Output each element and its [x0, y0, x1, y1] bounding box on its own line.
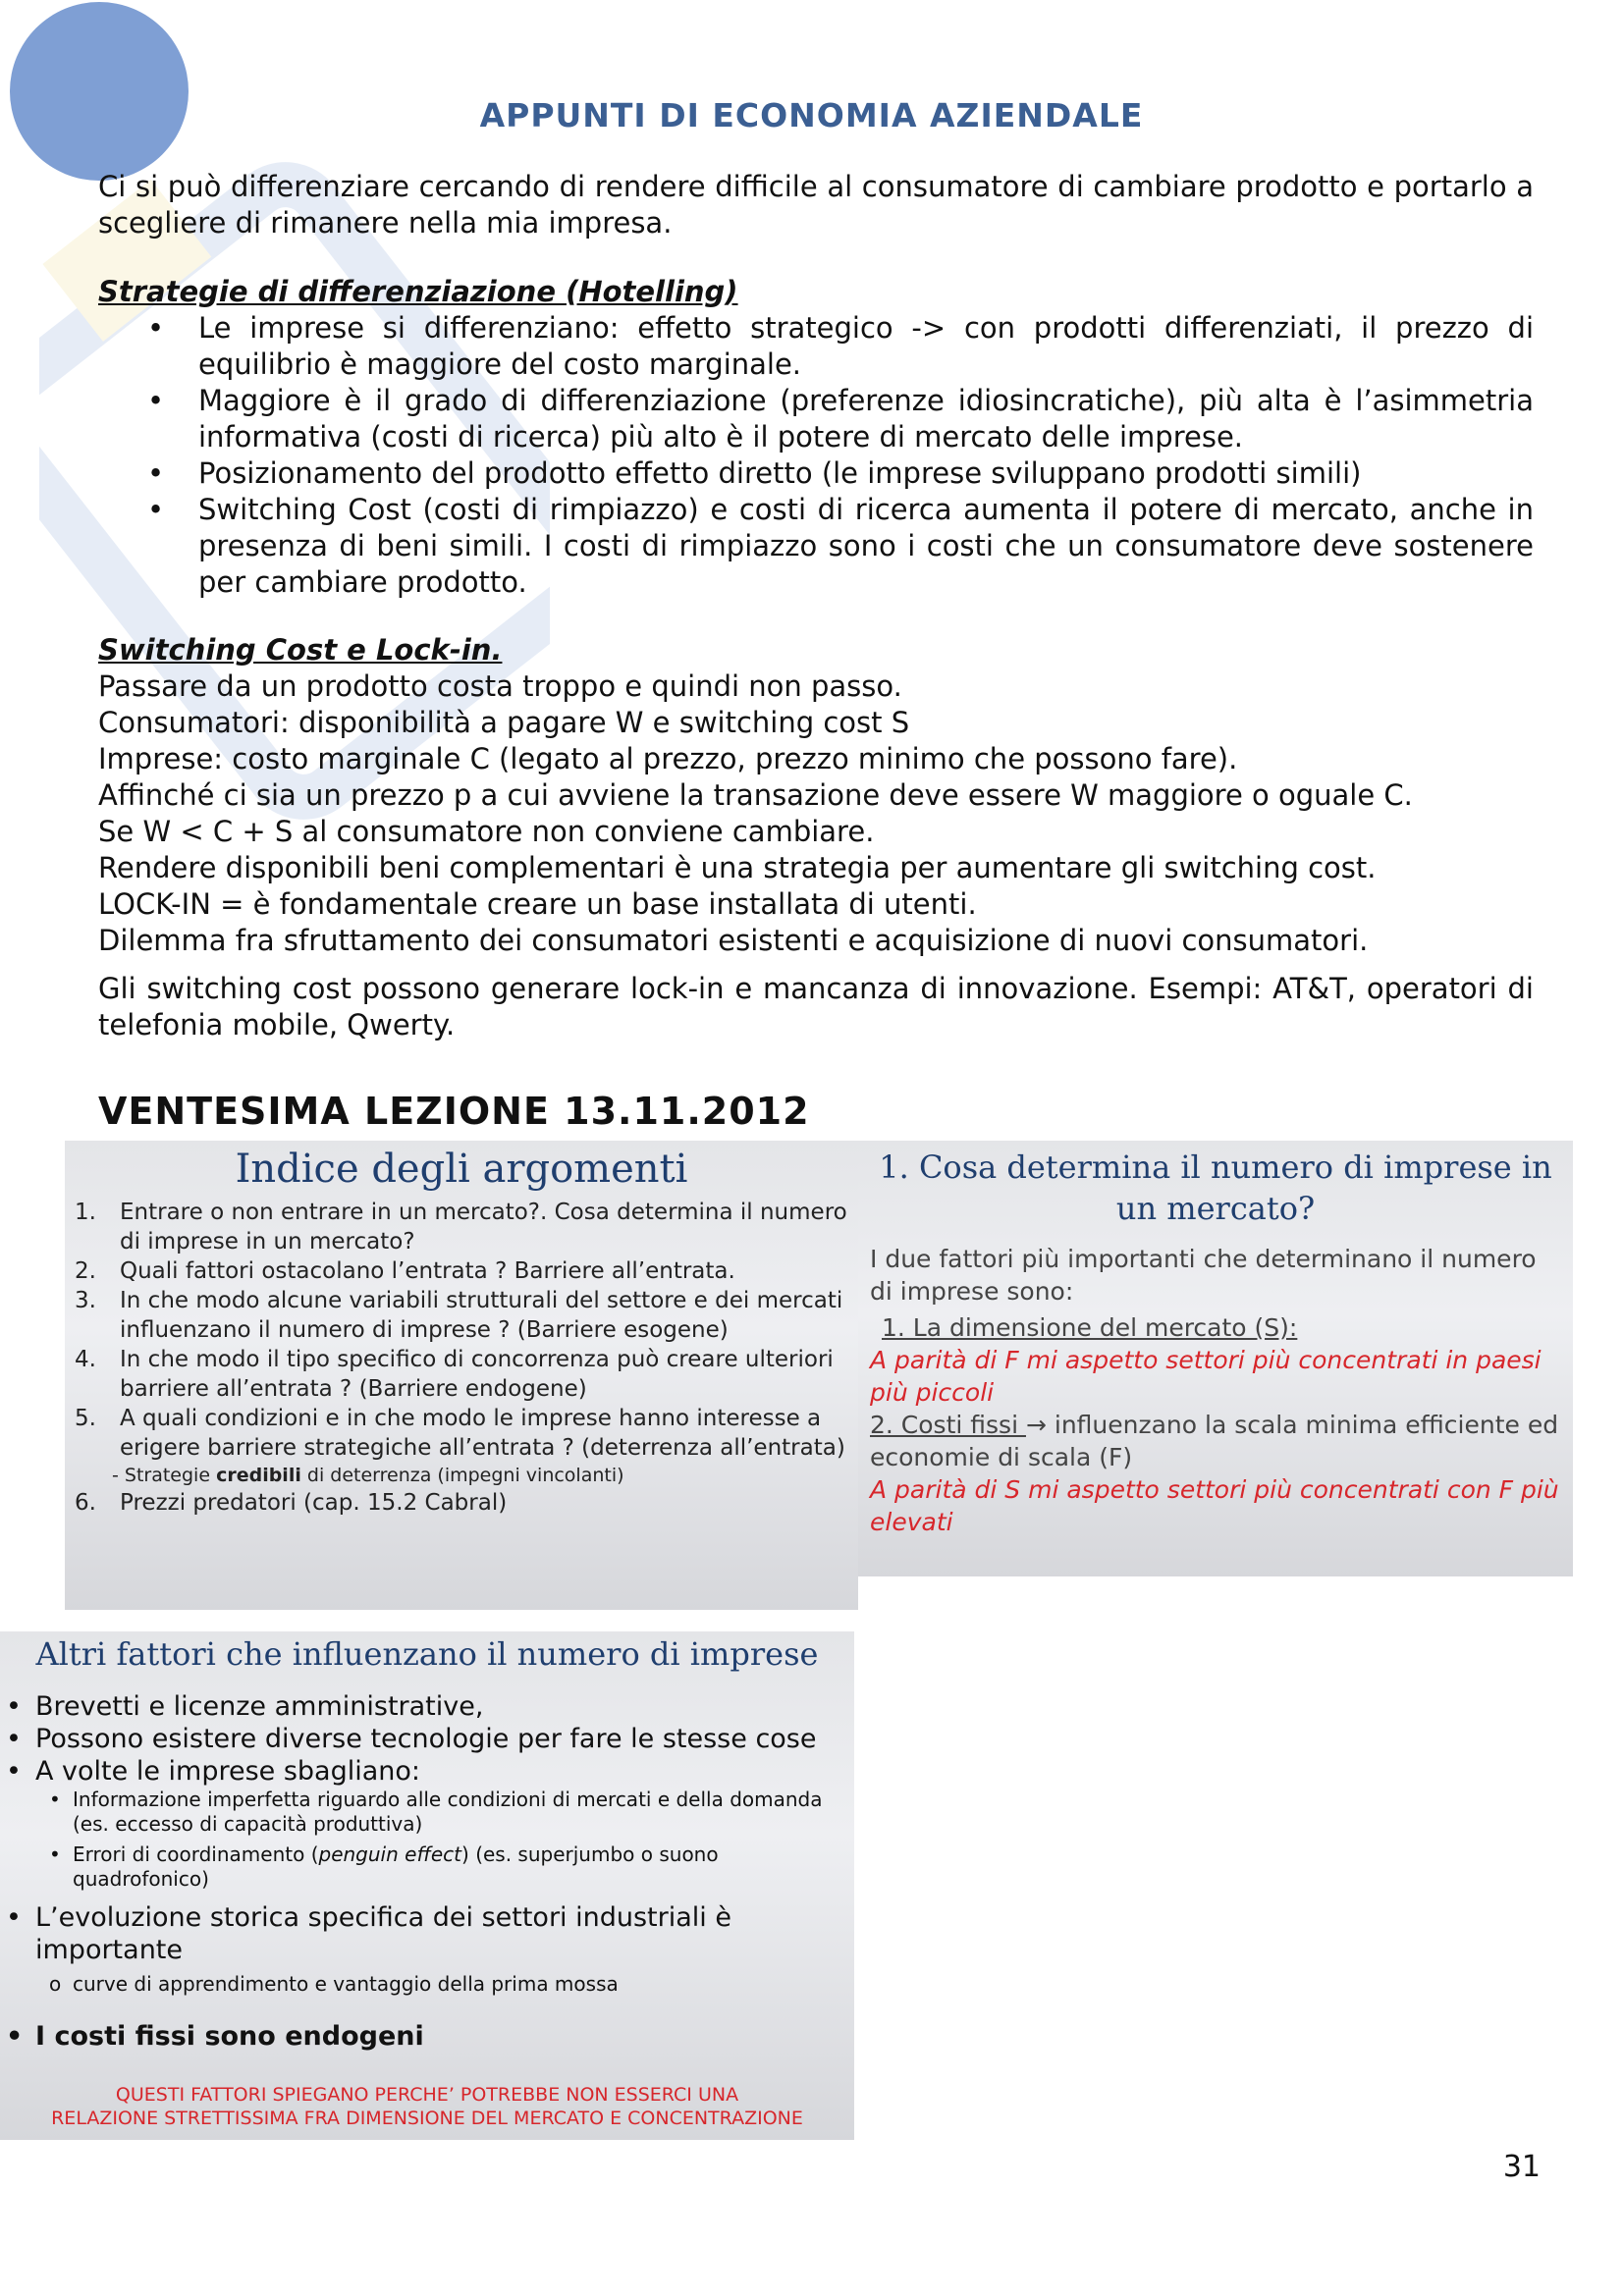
slide-number-of-firms-title: 1. Cosa determina il numero di imprese in un mercato?: [879, 1148, 1552, 1227]
slide-intro: I due fattori più importanti che determinano il numero di imprese sono:: [870, 1245, 1537, 1306]
arrow-right-icon: →: [1025, 1411, 1047, 1439]
bullet-dot-icon: •: [147, 311, 165, 345]
switching-line: Consumatori: disponibilità a pagare W e switching cost S: [98, 706, 910, 739]
slide-footer-note: QUESTI FATTORI SPIEGANO PERCHE’ POTREBBE NON ESSERCI UNA RELAZIONE STRETTISSIMA FRA DIMENSIONE DEL MERCATO E CONCENTRAZIONE: [51, 2084, 803, 2129]
list-item: 4. In che modo il tipo specifico di concorrenza può creare ulteriori barriere all’entrata ? (Barriere endogene): [75, 1347, 834, 1402]
slide-other-factors: [0, 1631, 854, 2140]
slide-other-factors-title: Altri fattori che influenzano il numero di imprese: [35, 1635, 819, 1673]
bullet-item: • Posizionamento del prodotto effetto diretto (le imprese sviluppano prodotti simili): [147, 456, 1362, 490]
list-item: 3. In che modo alcune variabili strutturali del settore e dei mercati influenzano il numero di imprese ? (Barriere esogene): [75, 1288, 843, 1343]
list-item: 5. A quali condizioni e in che modo le imprese hanno interesse a erigere barriere strategiche all’entrata ? (deterrenza all’entrata): [75, 1406, 845, 1461]
bullet-dot-icon: •: [147, 456, 165, 490]
switching-line: Imprese: costo marginale C (legato al prezzo, prezzo minimo che possono fare).: [98, 742, 1238, 775]
list-subitem: - Strategie credibili di deterrenza (impegni vincolanti): [112, 1465, 624, 1486]
list-item: 6. Prezzi predatori (cap. 15.2 Cabral): [75, 1490, 508, 1516]
switching-line: LOCK-IN = è fondamentale creare un base installata di utenti.: [98, 887, 977, 921]
bullet-dot-icon: •: [147, 493, 165, 526]
list-subitem: • Informazione imperfetta riguardo alle condizioni di mercati e della domanda (es. eccesso di capacità produttiva): [49, 1788, 823, 1836]
list-item: 2. Quali fattori ostacolano l’entrata ? Barriere all’entrata.: [75, 1258, 735, 1284]
slide-index-title: Indice degli argomenti: [235, 1147, 688, 1192]
lesson-title: VENTESIMA LEZIONE 13.11.2012: [98, 1090, 810, 1133]
bullet-dot-icon: •: [147, 384, 165, 417]
list-item: • A volte le imprese sbagliano:: [6, 1756, 421, 1787]
slide-number-of-firms-body: [858, 1229, 1573, 1538]
slide-number-of-firms: [858, 1141, 1573, 1576]
bullet-item: • Switching Cost (costi di rimpiazzo) e costi di ricerca aumenta il potere di mercato, anche in presenza di beni simili. I costi di rimpiazzo sono i costi che un consumatore deve sostenere per cambiare prodotto.: [147, 493, 1534, 599]
switching-line: Se W < C + S al consumatore non conviene cambiare.: [98, 815, 875, 848]
bullet-item: • Maggiore è il grado di differenziazione (preferenze idiosincratiche), più alta è l’asimmetria informativa (costi di ricerca) più alto è il potere di mercato delle imprese.: [147, 384, 1534, 454]
list-subitem: o curve di apprendimento e vantaggio della prima mossa: [49, 1972, 619, 1996]
main-content: [98, 169, 1534, 1043]
section-heading-hotelling: Strategie di differenziazione (Hotelling): [98, 275, 738, 308]
switching-line: Rendere disponibili beni complementari è una strategia per aumentare gli switching cost.: [98, 851, 1377, 884]
switching-line: Passare da un prodotto costa troppo e quindi non passo.: [98, 669, 902, 703]
list-item: • Brevetti e licenze amministrative,: [6, 1691, 484, 1722]
page-header-title: APPUNTI DI ECONOMIA AZIENDALE: [479, 96, 1144, 134]
list-item: • Possono esistere diverse tecnologie per fare le stesse cose: [6, 1724, 817, 1754]
slide-other-factors-list: [0, 1690, 854, 2053]
list-item: • I costi fissi sono endogeni: [6, 2021, 424, 2052]
red-note-2: A parità di S mi aspetto settori più concentrati con F più elevati: [870, 1475, 1559, 1536]
switching-line: Affinché ci sia un prezzo p a cui avviene la transazione deve essere W maggiore o oguale C.: [98, 778, 1413, 812]
slide-index: [65, 1141, 858, 1610]
list-item: 1. Entrare o non entrare in un mercato?. Cosa determina il numero di imprese in un mercato?: [75, 1200, 847, 1255]
section-heading-switching-cost: Switching Cost e Lock-in.: [98, 633, 503, 667]
page-number: 31: [1502, 2150, 1541, 2184]
factor-fixed-costs: 2. Costi fissi → influenzano la scala minima efficiente ed economie di scala (F): [870, 1411, 1559, 1471]
switching-closing-paragraph: Gli switching cost possono generare lock-in e mancanza di innovazione. Esempi: AT&T, operatori di telefonia mobile, Qwerty.: [98, 972, 1534, 1041]
list-item: • L’evoluzione storica specifica dei settori industriali è importante: [6, 1902, 731, 1965]
intro-paragraph: Ci si può differenziare cercando di rendere difficile al consumatore di cambiare prodotto e portarlo a scegliere di rimanere nella mia impresa.: [98, 170, 1534, 240]
factor-market-size: 1. La dimensione del mercato (S):: [882, 1313, 1298, 1342]
slide-index-list: [65, 1198, 858, 1518]
bullet-item: • Le imprese si differenziano: effetto strategico -> con prodotti differenziati, il prezzo di equilibrio è maggiore del costo marginale.: [147, 311, 1534, 381]
hotelling-bullet-list: [98, 310, 1534, 601]
list-subitem: • Errori di coordinamento (penguin effect) (es. superjumbo o suono quadrofonico): [49, 1842, 719, 1891]
switching-line: Dilemma fra sfruttamento dei consumatori esistenti e acquisizione di nuovi consumatori.: [98, 924, 1369, 957]
red-note-1: A parità di F mi aspetto settori più concentrati in paesi più piccoli: [870, 1346, 1542, 1407]
